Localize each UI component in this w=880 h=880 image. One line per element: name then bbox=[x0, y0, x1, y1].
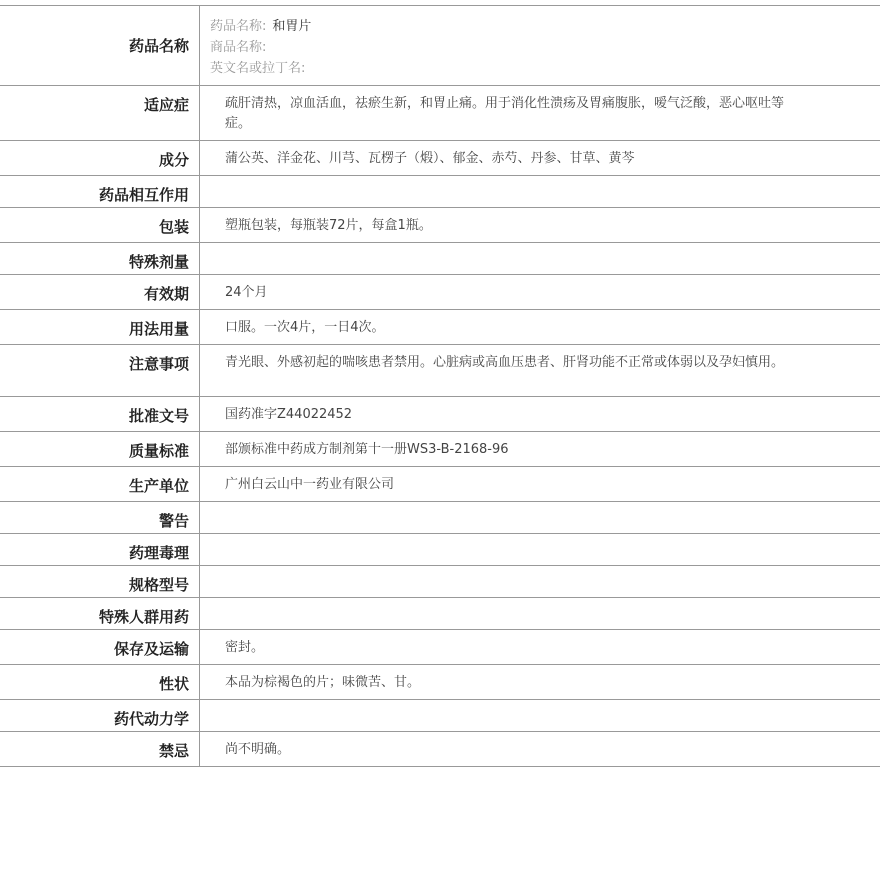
generic-name-key: 药品名称: bbox=[210, 19, 267, 34]
row-label: 药代动力学 bbox=[0, 700, 200, 731]
row-shelf-life bbox=[0, 275, 880, 310]
row-interactions bbox=[0, 176, 880, 208]
row-manufacturer bbox=[0, 467, 880, 502]
row-approval-number bbox=[0, 397, 880, 432]
row-quality-standard bbox=[0, 432, 880, 467]
row-label: 成分 bbox=[0, 141, 200, 175]
row-value: 广州白云山中一药业有限公司 bbox=[225, 477, 395, 492]
row-value: 国药准字Z44022452 bbox=[225, 407, 353, 422]
row-label: 用法用量 bbox=[0, 310, 200, 344]
row-description bbox=[0, 665, 880, 700]
row-label: 批准文号 bbox=[0, 397, 200, 431]
row-value bbox=[200, 176, 880, 207]
english-name-key: 英文名或拉丁名: bbox=[210, 61, 306, 76]
row-pharmacology bbox=[0, 534, 880, 566]
row-label: 质量标准 bbox=[0, 432, 200, 466]
row-storage bbox=[0, 630, 880, 665]
row-value: 蒲公英、洋金花、川芎、瓦楞子（煅）、郁金、赤芍、丹参、甘草、黄芩 bbox=[225, 151, 635, 166]
row-value: 本品为棕褐色的片；味微苦、甘。 bbox=[225, 675, 421, 690]
row-warning bbox=[0, 502, 880, 534]
row-label: 包装 bbox=[0, 208, 200, 242]
row-value bbox=[200, 243, 880, 274]
row-value bbox=[200, 700, 880, 731]
row-specification bbox=[0, 566, 880, 598]
row-value: 尚不明确。 bbox=[225, 742, 291, 757]
row-label: 药品相互作用 bbox=[0, 176, 200, 207]
row-label: 性状 bbox=[0, 665, 200, 699]
row-label: 禁忌 bbox=[0, 732, 200, 766]
row-special-dosage bbox=[0, 243, 880, 275]
row-value bbox=[200, 566, 880, 597]
row-value bbox=[200, 598, 880, 629]
row-ingredients bbox=[0, 141, 880, 176]
row-dosage bbox=[0, 310, 880, 345]
row-value: 密封。 bbox=[225, 640, 265, 655]
row-packaging bbox=[0, 208, 880, 243]
row-value bbox=[200, 502, 880, 533]
row-indications bbox=[0, 86, 880, 141]
row-drug-name bbox=[0, 6, 880, 86]
row-value: 口服。一次4片，一日4次。 bbox=[225, 320, 385, 335]
row-value: 塑瓶包装，每瓶装72片，每盒1瓶。 bbox=[225, 218, 432, 233]
row-value: 24个月 bbox=[225, 285, 268, 300]
drug-name-values bbox=[200, 6, 880, 85]
row-label: 警告 bbox=[0, 502, 200, 533]
row-precautions bbox=[0, 345, 880, 397]
row-label: 适应症 bbox=[0, 86, 200, 140]
row-label: 规格型号 bbox=[0, 566, 200, 597]
row-label: 保存及运输 bbox=[0, 630, 200, 664]
row-value: 部颁标准中药成方制剂第十一册WS3-B-2168-96 bbox=[225, 442, 509, 457]
row-contraindications bbox=[0, 732, 880, 767]
english-name-line bbox=[210, 58, 870, 79]
trade-name-line bbox=[210, 37, 870, 58]
row-label: 特殊剂量 bbox=[0, 243, 200, 274]
row-pharmacokinetics bbox=[0, 700, 880, 732]
generic-name-value: 和胃片 bbox=[272, 19, 312, 34]
row-label: 生产单位 bbox=[0, 467, 200, 501]
generic-name-line bbox=[210, 16, 870, 37]
row-value: 青光眼、外感初起的喘咳患者禁用。心脏病或高血压患者、肝肾功能不正常或体弱以及孕妇慎用。 bbox=[225, 355, 785, 370]
row-value bbox=[200, 534, 880, 565]
trade-name-key: 商品名称: bbox=[210, 40, 267, 55]
row-label: 药品名称 bbox=[0, 6, 200, 85]
row-label: 有效期 bbox=[0, 275, 200, 309]
drug-info-table bbox=[0, 5, 880, 767]
row-label: 注意事项 bbox=[0, 345, 200, 396]
row-value: 疏肝清热，凉血活血，祛瘀生新，和胃止痛。用于消化性溃疡及胃痛腹胀，嗳气泛酸，恶心呕吐等症。 bbox=[225, 96, 785, 131]
row-label: 药理毒理 bbox=[0, 534, 200, 565]
row-special-populations bbox=[0, 598, 880, 630]
row-label: 特殊人群用药 bbox=[0, 598, 200, 629]
